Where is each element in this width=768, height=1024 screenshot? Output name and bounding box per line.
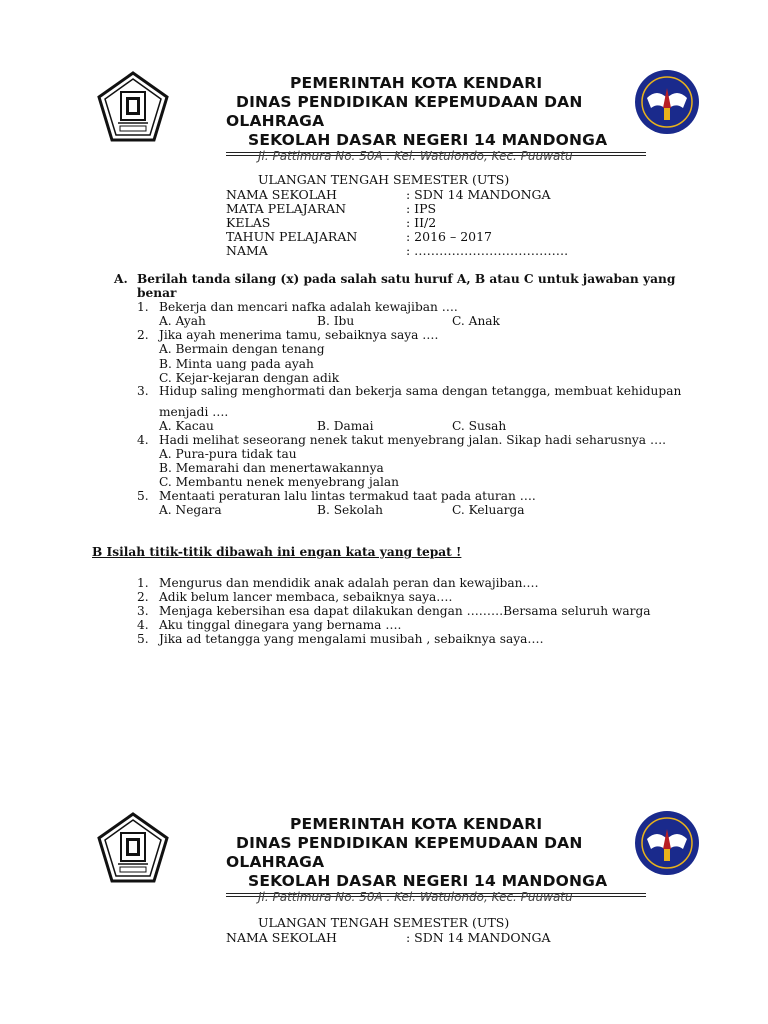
tut-wuri-handayani-icon: [633, 809, 701, 877]
info-value: : ……………………………….: [406, 243, 569, 258]
item-text: Mengurus dan mendidik anak adalah peran dan kewajiban….: [159, 576, 539, 590]
info-row: [226, 243, 646, 257]
header-government: PEMERINTAH KOTA KENDARI: [290, 74, 543, 92]
item-number: 1.: [137, 576, 149, 590]
question-text: Hidup saling menghormati dan bekerja sama dengan tetangga, membuat kehidupan: [159, 384, 682, 398]
tut-wuri-handayani-icon: [633, 68, 701, 136]
option-c: C. Keluarga: [452, 503, 525, 517]
section-a-instruction-cont: benar: [137, 286, 177, 300]
section-a-marker: A.: [114, 272, 128, 286]
header-address: Jl. Pattimura No. 50A . Kel. Watulondo, Kec. Puuwatu: [258, 890, 573, 904]
section-a: [0, 272, 768, 522]
option-b: B. Sekolah: [317, 503, 384, 517]
info-row: [226, 201, 646, 215]
header-department: DINAS PENDIDIKAN KEPEMUDAAN DAN: [236, 834, 583, 852]
item-text: Aku tinggal dinegara yang bernama ….: [159, 618, 402, 632]
option-a: A. Kacau: [159, 419, 214, 433]
item-number: 3.: [137, 604, 149, 618]
option-b: B. Damai: [317, 419, 374, 433]
option-b: B. Memarahi dan menertawakannya: [159, 461, 384, 475]
question-text: Hadi melihat seseorang nenek takut menyebrang jalan. Sikap hadi seharusnya ….: [159, 433, 667, 447]
item-number: 2.: [137, 590, 149, 604]
header-school: SEKOLAH DASAR NEGERI 14 MANDONGA: [248, 131, 608, 149]
info-label: NAMA SEKOLAH: [226, 930, 337, 945]
info-label: TAHUN PELAJARAN: [226, 229, 358, 244]
question-number: 2.: [137, 328, 149, 342]
item-number: 4.: [137, 618, 149, 632]
option-c: C. Membantu nenek menyebrang jalan: [159, 475, 400, 489]
item-text: Adik belum lancer membaca, sebaiknya saya….: [159, 590, 453, 604]
header-government: PEMERINTAH KOTA KENDARI: [290, 815, 543, 833]
question-number: 5.: [137, 489, 149, 503]
info-row: [226, 215, 646, 229]
info-row: [226, 930, 646, 944]
info-value: : SDN 14 MANDONGA: [406, 187, 551, 202]
question-text: Mentaati peraturan lalu lintas termakud taat pada aturan ….: [159, 489, 536, 503]
kendari-city-emblem-icon: [96, 70, 170, 144]
question-number: 1.: [137, 300, 149, 314]
info-value: : IPS: [406, 201, 437, 216]
header-school: SEKOLAH DASAR NEGERI 14 MANDONGA: [248, 872, 608, 890]
header-department: DINAS PENDIDIKAN KEPEMUDAAN DAN: [236, 93, 583, 111]
info-value: : 2016 – 2017: [406, 229, 493, 244]
option-a: A. Bermain dengan tenang: [159, 342, 325, 356]
exam-title: ULANGAN TENGAH SEMESTER (UTS): [258, 915, 510, 930]
info-row: [226, 229, 646, 243]
item-text: Jika ad tetangga yang mengalami musibah , sebaiknya saya….: [159, 632, 544, 646]
info-value: : SDN 14 MANDONGA: [406, 930, 551, 945]
info-label: MATA PELAJARAN: [226, 201, 347, 216]
option-c: C. Kejar-kejaran dengan adik: [159, 371, 340, 385]
header-department-cont: OLAHRAGA: [226, 853, 325, 871]
header-department-cont: OLAHRAGA: [226, 112, 325, 130]
option-a: A. Pura-pura tidak tau: [159, 447, 297, 461]
info-label: NAMA: [226, 243, 268, 258]
question-text: Bekerja dan mencari nafka adalah kewajiban ….: [159, 300, 458, 314]
exam-title: ULANGAN TENGAH SEMESTER (UTS): [258, 172, 510, 187]
item-number: 5.: [137, 632, 149, 646]
letterhead-page-2: [0, 815, 768, 925]
info-row: [226, 187, 646, 201]
option-a: A. Ayah: [159, 314, 206, 328]
option-c: C. Susah: [452, 419, 507, 433]
section-b-instruction: B Isilah titik-titik dibawah ini engan kata yang tepat !: [92, 545, 462, 559]
option-a: A. Negara: [159, 503, 222, 517]
letterhead: [0, 74, 768, 184]
option-b: B. Ibu: [317, 314, 355, 328]
info-label: KELAS: [226, 215, 271, 230]
header-address: Jl. Pattimura No. 50A . Kel. Watulondo, Kec. Puuwatu: [258, 149, 573, 163]
option-b: B. Minta uang pada ayah: [159, 357, 314, 371]
info-value: : II/2: [406, 215, 437, 230]
info-label: NAMA SEKOLAH: [226, 187, 337, 202]
item-text: Menjaga kebersihan esa dapat dilakukan dengan ………Bersama seluruh warga: [159, 604, 651, 618]
question-text-cont: menjadi ….: [159, 405, 229, 419]
kendari-city-emblem-icon: [96, 811, 170, 885]
question-number: 4.: [137, 433, 149, 447]
option-c: C. Anak: [452, 314, 500, 328]
section-b: [0, 545, 768, 655]
section-a-instruction: Berilah tanda silang (x) pada salah satu huruf A, B atau C untuk jawaban yang: [137, 272, 676, 286]
question-text: Jika ayah menerima tamu, sebaiknya saya ….: [159, 328, 439, 342]
question-number: 3.: [137, 384, 149, 398]
